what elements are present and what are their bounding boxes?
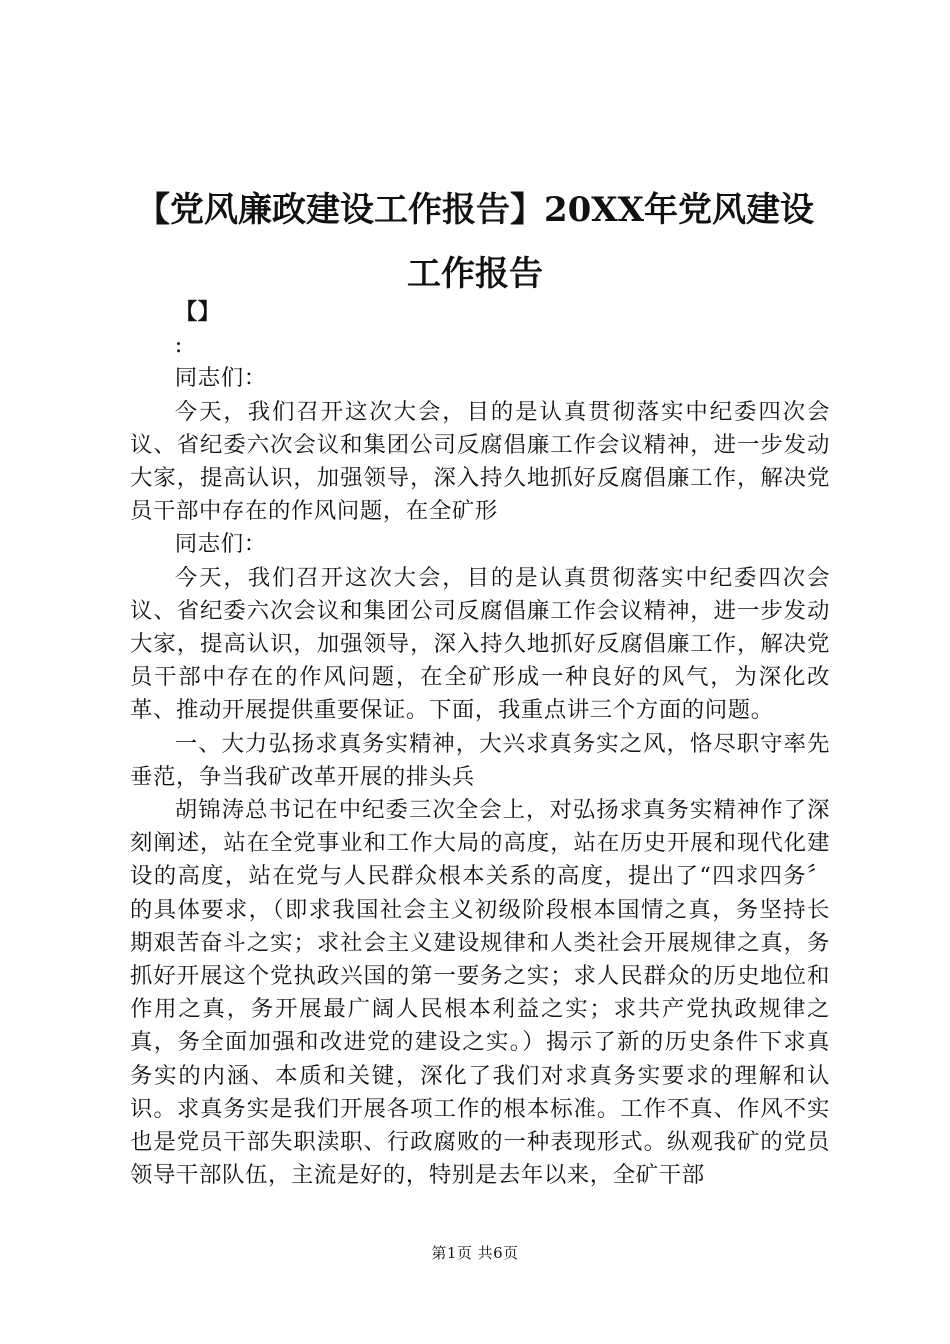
paragraph: 今天，我们召开这次大会，目的是认真贯彻落实中纪委四次会议、省纪委六次会议和集团公司反腐倡廉工作会议精神，进一步发动大家，提高认识，加强领导，深入持久地抓好反腐倡廉工作，解决党员干部中存在的作风问题，在全矿形 (130, 398, 830, 525)
colon-line: : (174, 332, 183, 359)
paragraph: 胡锦涛总书记在中纪委三次全会上，对弘扬求真务实精神作了深刻阐述，站在全党事业和工作大局的高度，站在历史开展和现代化建设的高度，站在党与人民群众根本关系的高度，提出了“四求四务〞的具体要求，（即求我国社会主义初级阶段根本国情之真，务坚持长期艰苦奋斗之实；求社会主义建设规律和人类社会开展规律之真，务抓好开展这个党执政兴国的第一要务之实；求人民群众的历史地位和作用之真，务开展最广阔人民根本利益之实；求共产党执政规律之真，务全面加强和改进党的建设之实。）揭示了新的历史条件下求真务实的内涵、本质和关键，深化了我们对求真务实要求的理解和认识。求真务实是我们开展各项工作的根本标准。工作不真、作风不实也是党员干部失职渎职、行政腐败的一种表现形式。纵观我矿的党员领导干部队伍，主流是好的，特别是去年以来，全矿干部 (130, 797, 830, 1189)
paragraph: 同志们： (174, 365, 267, 392)
paragraph: 同志们： (174, 531, 267, 558)
section-heading: 一、大力弘扬求真务实精神，大兴求真务实之风，恪尽职守率先垂范，争当我矿改革开展的排头兵 (130, 730, 830, 790)
document-title: 【党风廉政建设工作报告】20XX年党风建设工作报告 (135, 190, 815, 294)
document-body (130, 296, 830, 1192)
paragraph: 今天，我们召开这次大会，目的是认真贯彻落实中纪委四次会议、省纪委六次会议和集团公司反腐倡廉工作会议精神，进一步发动大家，提高认识，加强领导，深入持久地抓好反腐倡廉工作，解决党员干部中存在的作风问题，在全矿形成一种良好的风气，为深化改革、推动开展提供重要保证。下面，我重点讲三个方面的问题。 (130, 564, 830, 724)
page-number-footer: 第1页 共6页 (431, 1244, 519, 1262)
bracket-line: 【】 (174, 299, 221, 325)
